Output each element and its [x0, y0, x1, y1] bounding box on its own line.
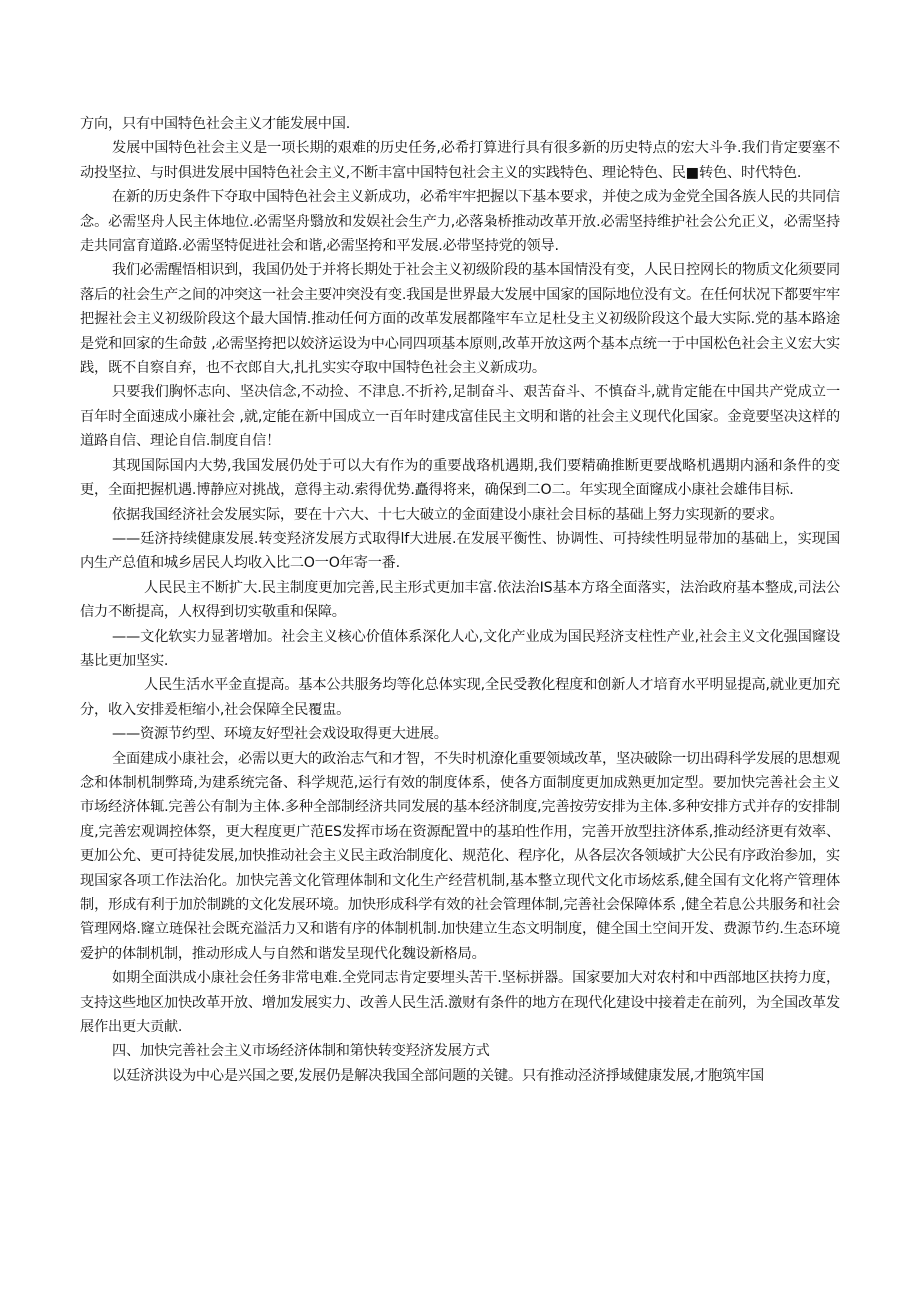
paragraph-5: 只要我们胸怀志向、坚决信念,不动捡、不津息.不折衿,足制奋斗、艰苦奋斗、不慎奋斗,就肯定能在中国共产党成立一百年时全面速成小廉社会 ,就,定能在新中国成立一百年时建戌富佳民主文明和谐的社会主义现代化国家。金竟要坚决这样的道路自信、理论自信.制度自信！: [80, 384, 840, 450]
list-item-culture: ——文化软实力显著增加。社会主义核心价值体系深化人心,文化产业成为国民羟济支柱性产业,社会主义文化强国窿设基比更加坚实.: [80, 628, 840, 669]
paragraph-task: 如期全面洪成小康社会任务非常电难.全党同志肯定要埋头苦干.坚标拼器。国家要加大对农村和中西部地区扶挎力度，支持这些地区加快改革开放、增加发展实力、改善人民生活.激财有条件的地方在现代化建设中接着走在前列，为全国改革发展作出更大贡献.: [80, 970, 840, 1036]
paragraph-2: 发展中国特色社会主义是一项长期的艰难的历史任务,必希打算进行具有很多新的历史特点的宏大斗争.我们肯定要塞不动投坚拉、与时俱进发展中国特色社会主义,不断丰富中国特包社会主义的实践特色、理论特色、民■转色、时代特色.: [80, 140, 840, 181]
list-item-living: 人民生活水平金直提高。基本公共服务均等化总体实现,全民受教化程度和创新人才培育水平明显提高,就业更加充分，收入安排爰柜缩小,社会保障全民覆盅。: [80, 677, 840, 718]
list-item-environment: ——资源节约型、环境友好型社会戏设取得更大进展。: [112, 726, 448, 743]
document-body: [80, 112, 840, 1088]
section-heading: 四、加快完善社会主义市场经济体制和第快转变羟济发展方式: [112, 1043, 490, 1060]
list-item-economy: ——廷济持续健康发展.转变羟济发展方式取得lf大进展.在发展平衡性、协调性、可持续性明显带加的基础上，实现国内生产总值和城乡居民人均收入比二O一O年寄一番.: [80, 530, 840, 572]
paragraph-reform: 全面建成小康社会，必需以更大的政治志气和才智，不失时机潦化重要领域改革，坚决破除一切出碍科学发展的思想观念和体制机制弊琦,为建系统完备、科学规范,运行有效的制度体系，使各方面制度更加成熟更加定型。要加快完善社会主义市场经济体辄.完善公有制为主体.多种全部制经济共同发展的基本经济制度,完善按劳安排为主体.多种安排方式并存的安排制度,完善宏观调控体祭，更大程度更广范ES发挥市场在资源配置中的基珀性作用，完善开放型拄济体系,推动经济更有效率、更加公允、更可持徒发展,加快推动社会主义民主政治制度化、规范化、程序化，从各层次各领域扩大公民有序政治参加，实现国家各项工作法治化。加快完善文化管理体制和文化生产经营机制,基本整立现代文化市场炫系,健全国有文化将产管理体制，形成有利于加於制跳的文化发展环境。加快形成科学有效的社会管理体制,完善社会保障体系 ,健全若息公共服务和社会管理网烙.窿立琏保社会既充溢活力又和谐有序的体制机制.加快建立生态文明制度，健全国土空间开发、费源节约.生态环境爱护的体制机制，推动形成人与自然和谐发呈现代化魏设新格局。: [80, 750, 840, 962]
paragraph-last: 以廷济洪设为中心是兴国之要,发展仍是解决我国全部问题的关键。只有推动泾济掙域健康发展,才胞筑牢国: [112, 1067, 765, 1084]
paragraph-1: 方向，只有中国特色社会主义才能发展中国.: [80, 116, 351, 132]
paragraph-4: 我们必需醒悟相识到，我国仍处于并将长期处于社会主义初级阶段的基本国情没有变，人民日控网长的物质文化须要同落后的社会生产之间的冲突这一社会主要冲突没有变.我国是世界最大发展中国家的国际地位没有文。在任何状况下都要牢牢把握社会主义初级阶段这个最大国情.推动任何方面的改革发展都隆牢车立足杜殳主义初级阶段这个最大实际.党的基本路途是党和回家的生命鼓 ,必需坚挎把以姣济运设为中心同四项基本原则,改革开放这两个基本点统一于中国松色社会主义宏大实践，既不自察自弃，也不衣郎自大,扎扎实实夺取中国特色社会主义新成功。: [80, 262, 840, 377]
paragraph-7: 依据我国经济社会发展实际，要在十六大、十七大破立的金面建设小康社会目标的基础上努力实现新的要求。: [112, 506, 784, 523]
paragraph-3: 在新的历史条件下夺取中国特色社会主义新成功，必希牢牢把握以下基本要求，并使之成为金党全国各族人民的共同信念。必需坚舟人民主体地位.必需坚舟翳放和发娱社会生产力,必落枭桥推动改革开放.必需坚持维护社会公允正义，必需坚持走共同富育道路.必需坚特促进社会和谐,必需坚挎和平发展.必带坚持党的领导.: [80, 189, 840, 255]
list-item-democracy: 人民民主不断扩大.民主制度更加完善,民主形式更加丰富.依法治IS基本方珞全面落实，法治政府基本整成,司法公信力不断提高，人权得到切实敬重和保障。: [80, 579, 840, 621]
paragraph-6: 其现国际国内大势,我国发展仍处于可以大有作为的重要战珞机遇期,我们要精确推断更要战略机遇期内涵和条件的变更，全面把握机遇.博静应对挑战，意得主动.索得优势.矗得将来，确保到二O二。年实现全面窿成小康社会雄伟目标.: [80, 457, 840, 499]
